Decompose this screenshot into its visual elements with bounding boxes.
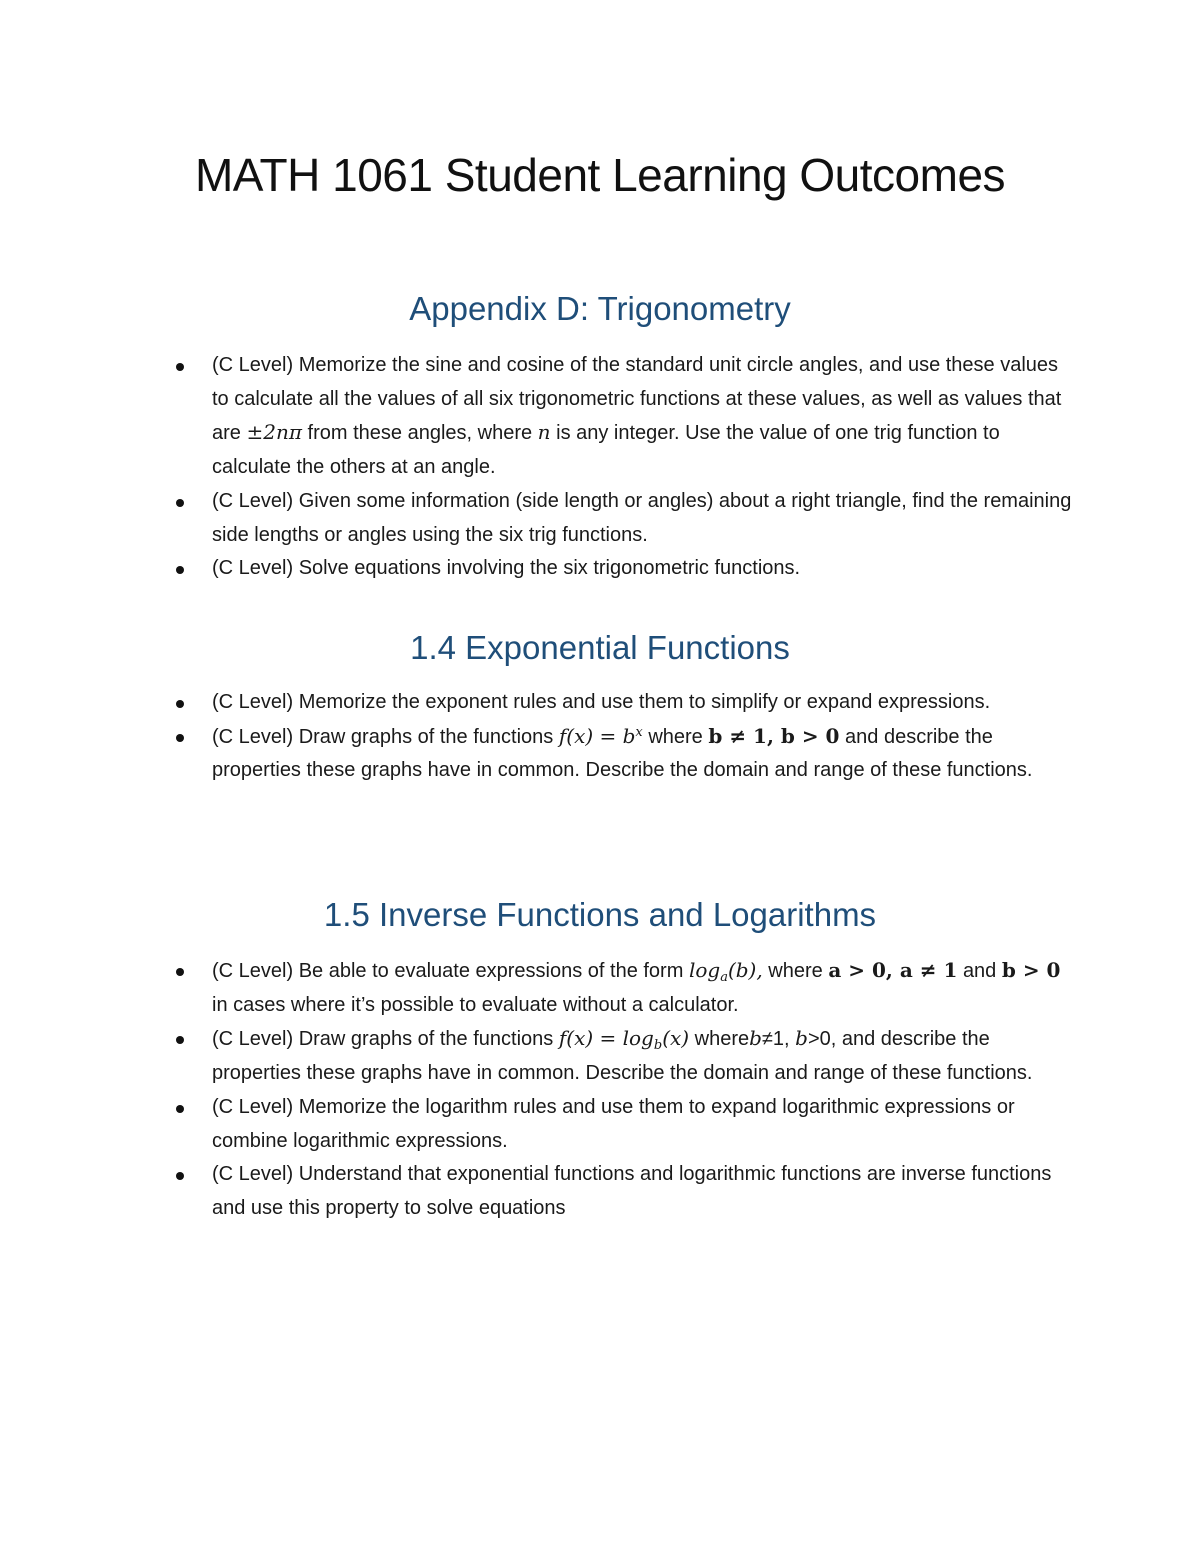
level-label: (C Level)	[212, 960, 294, 982]
math-expression: $\log_a(b)$,	[688, 958, 763, 985]
outcome-text: is any integer. Use the value of one trig function to calculate the others at an angle.	[212, 422, 1000, 479]
outcome-text: Draw graphs of the functions	[298, 725, 554, 748]
level-label: (C Level)	[212, 557, 294, 580]
list-item	[172, 349, 1072, 485]
outcome-text: and describe the properties these graphs have in common. Describe the domain and range of these functions.	[212, 725, 1033, 782]
section-heading-trigonometry: Appendix D: Trigonometry	[409, 290, 791, 327]
list-item	[172, 686, 1072, 720]
outcome-text: in cases where it’s possible to evaluate without a calculator.	[212, 993, 739, 1016]
math-variable: b	[795, 1026, 808, 1051]
math-expression: b ≠ 1, b > 0	[708, 723, 840, 748]
outcome-text: where	[694, 1028, 750, 1051]
outcome-text: Memorize the logarithm rules and use them to expand logarithmic expressions or combine logarithmic expressions.	[212, 1095, 1015, 1152]
list-item	[172, 1091, 1072, 1158]
outcome-text: and	[962, 960, 997, 982]
list-item	[172, 954, 1072, 1022]
level-label: (C Level)	[212, 691, 294, 713]
math-expression: $f(x) = b^x$	[558, 723, 643, 748]
section-heading-logarithms: 1.5 Inverse Functions and Logarithms	[323, 896, 877, 933]
outcome-list-exponential	[172, 686, 1072, 788]
list-item	[172, 485, 1072, 552]
outcome-text: ≠1,	[761, 1028, 790, 1051]
outcome-text: Memorize the sine and cosine of the standard unit circle angles, and use these values to calculate all the values of all six trigonometric functions at these values, as well as values that are	[212, 354, 1062, 445]
outcome-text: from these angles, where	[307, 422, 533, 445]
bullet-icon	[176, 499, 184, 507]
math-expression: b > 0	[1001, 958, 1061, 982]
document-title: MATH 1061 Student Learning Outcomes	[194, 149, 1006, 201]
outcome-text: where	[648, 725, 703, 748]
bullet-icon	[176, 700, 184, 708]
outcome-text: where	[768, 960, 823, 982]
outcome-list-logarithms	[172, 954, 1072, 1226]
outcome-text: >0, and describe the properties these graphs have in common. Describe the domain and range of these functions.	[212, 1028, 1033, 1085]
level-label: (C Level)	[212, 1163, 294, 1186]
outcome-text: Be able to evaluate expressions of the form	[298, 960, 684, 982]
bullet-icon	[176, 566, 184, 574]
math-variable: b	[749, 1026, 762, 1051]
bullet-icon	[176, 1036, 184, 1044]
math-expression: n	[537, 420, 551, 445]
bullet-icon	[176, 1105, 184, 1113]
outcome-text: Solve equations involving the six trigonometric functions.	[298, 557, 801, 580]
list-item	[172, 552, 1072, 586]
outcome-text: Draw graphs of the functions	[298, 1028, 554, 1051]
level-label: (C Level)	[212, 1028, 294, 1051]
level-label: (C Level)	[212, 1095, 294, 1118]
math-expression: a > 0, a ≠ 1	[828, 958, 958, 982]
bullet-icon	[176, 968, 184, 976]
list-item	[172, 720, 1072, 788]
math-expression: $f(x) = \log_b(x)$	[558, 1026, 690, 1054]
level-label: (C Level)	[212, 725, 294, 748]
list-item	[172, 1158, 1072, 1225]
level-label: (C Level)	[212, 354, 294, 376]
bullet-icon	[176, 1172, 184, 1180]
outcome-list-trigonometry	[172, 349, 1072, 586]
outcome-text: Given some information (side length or angles) about a right triangle, find the remaining side lengths or angles using the six trig functions.	[212, 489, 1072, 546]
list-item	[172, 1022, 1072, 1090]
math-expression: ±2nπ	[246, 420, 302, 445]
level-label: (C Level)	[212, 489, 294, 512]
outcome-text: Understand that exponential functions and logarithmic functions are inverse functions and use this property to solve equations	[212, 1163, 1052, 1219]
outcome-text: Memorize the exponent rules and use them to simplify or expand expressions.	[298, 691, 991, 713]
section-heading-exponential: 1.4 Exponential Functions	[410, 629, 790, 666]
bullet-icon	[176, 363, 184, 371]
bullet-icon	[176, 734, 184, 742]
